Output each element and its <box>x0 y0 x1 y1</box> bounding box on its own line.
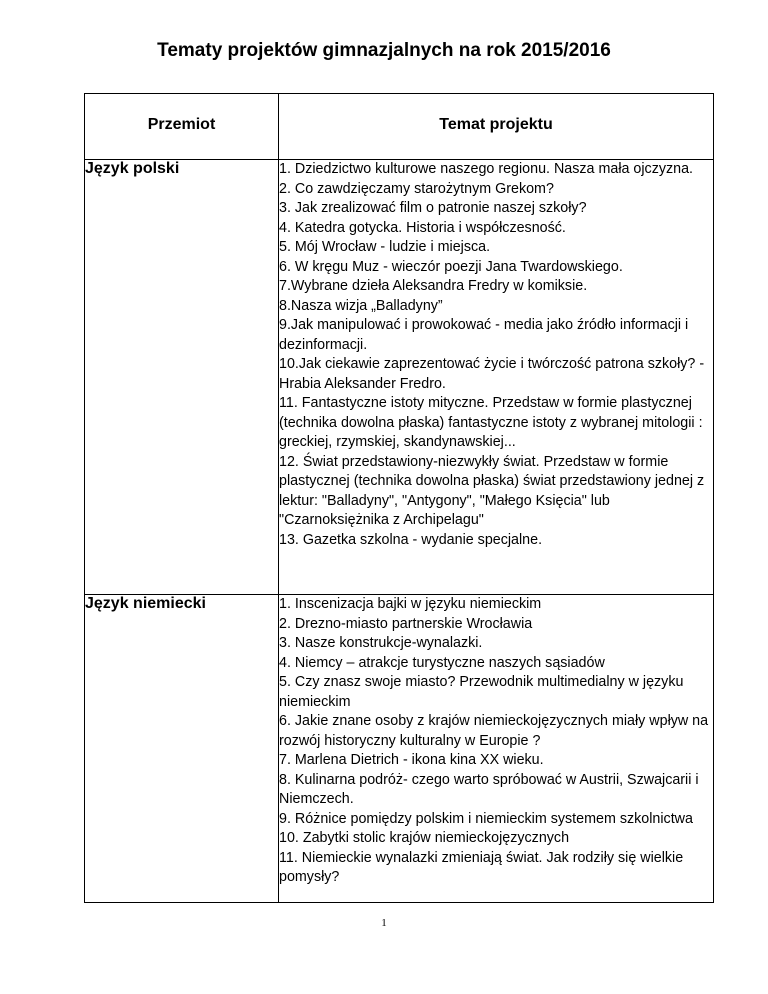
topic-item: 4. Katedra gotycka. Historia i współczesność. <box>279 219 566 236</box>
document-title: Tematy projektów gimnazjalnych na rok 2015/2016 <box>157 40 611 61</box>
header-subject: Przemiot <box>85 94 279 160</box>
topics-cell <box>279 160 714 595</box>
topic-item: 2. Co zawdzięczamy starożytnym Grekom? <box>279 180 554 197</box>
topic-item: 9. Różnice pomiędzy polskim i niemieckim systemem szkolnictwa <box>279 810 693 827</box>
page-number: 1 <box>381 917 387 929</box>
topic-item: 10. Zabytki stolic krajów niemieckojęzycznych <box>279 830 570 846</box>
table-row-niemiecki <box>85 595 714 903</box>
topic-item: 9.Jak manipulować i prowokować - media jako źródło informacji i dezinformacji. <box>279 317 689 353</box>
topics-list <box>279 595 713 888</box>
topic-item: 12. Świat przedstawiony-niezwykły świat. Przedstaw w formie plastycznej (technika dowolna płaska) świat przedstawiony jednej z lektur: "Balladyny", "Antygony", "Małego Księcia" lub "Czarnoksiężnika z Archipelagu" <box>279 453 705 528</box>
topic-item: 13. Gazetka szkolna - wydanie specjalne. <box>279 531 543 548</box>
topic-item: 11. Niemieckie wynalazki zmieniają świat. Jak rodziły się wielkie pomysły? <box>279 849 684 885</box>
topics-table <box>84 93 714 903</box>
topics-list <box>279 160 713 550</box>
topic-item: 7.Wybrane dzieła Aleksandra Fredry w komiksie. <box>279 278 588 294</box>
topic-item: 2. Drezno-miasto partnerskie Wrocławia <box>279 615 533 632</box>
table-header-row <box>85 94 714 160</box>
topic-item: 3. Nasze konstrukcje-wynalazki. <box>279 635 483 651</box>
topic-item: 8.Nasza wizja „Balladyny” <box>279 297 443 314</box>
topic-item: 11. Fantastyczne istoty mityczne. Przedstaw w formie plastycznej (technika dowolna płaska) fantastyczne istoty z wybranej mitologii : greckiej, rzymskiej, skandynawskiej... <box>279 395 703 450</box>
topic-item: 4. Niemcy – atrakcje turystyczne naszych sąsiadów <box>279 654 605 671</box>
topic-item: 7. Marlena Dietrich - ikona kina XX wieku. <box>279 752 544 768</box>
topic-item: 5. Czy znasz swoje miasto? Przewodnik multimedialny w języku niemieckim <box>279 674 684 710</box>
topics-cell <box>279 595 714 903</box>
topic-item: 1. Inscenizacja bajki w języku niemieckim <box>279 596 542 612</box>
topic-item: 6. Jakie znane osoby z krajów niemieckojęzycznych miały wpływ na rozwój historyczny kulturalny w Europie ? <box>279 713 709 749</box>
subject-cell: Język niemiecki <box>85 595 279 903</box>
subject-cell: Język polski <box>85 160 279 595</box>
topic-item: 10.Jak ciekawie zaprezentować życie i twórczość patrona szkoły? - Hrabia Aleksander Fredro. <box>279 356 705 392</box>
topic-item: 5. Mój Wrocław - ludzie i miejsca. <box>279 239 491 255</box>
topic-item: 8. Kulinarna podróż- czego warto spróbować w Austrii, Szwajcarii i Niemczech. <box>279 771 699 807</box>
topic-item: 1. Dziedzictwo kulturowe naszego regionu. Nasza mała ojczyzna. <box>279 161 694 177</box>
topic-item: 6. W kręgu Muz - wieczór poezji Jana Twardowskiego. <box>279 258 623 275</box>
topic-item: 3. Jak zrealizować film o patronie naszej szkoły? <box>279 200 587 216</box>
header-topic: Temat projektu <box>279 94 714 160</box>
table-row-polski <box>85 160 714 595</box>
